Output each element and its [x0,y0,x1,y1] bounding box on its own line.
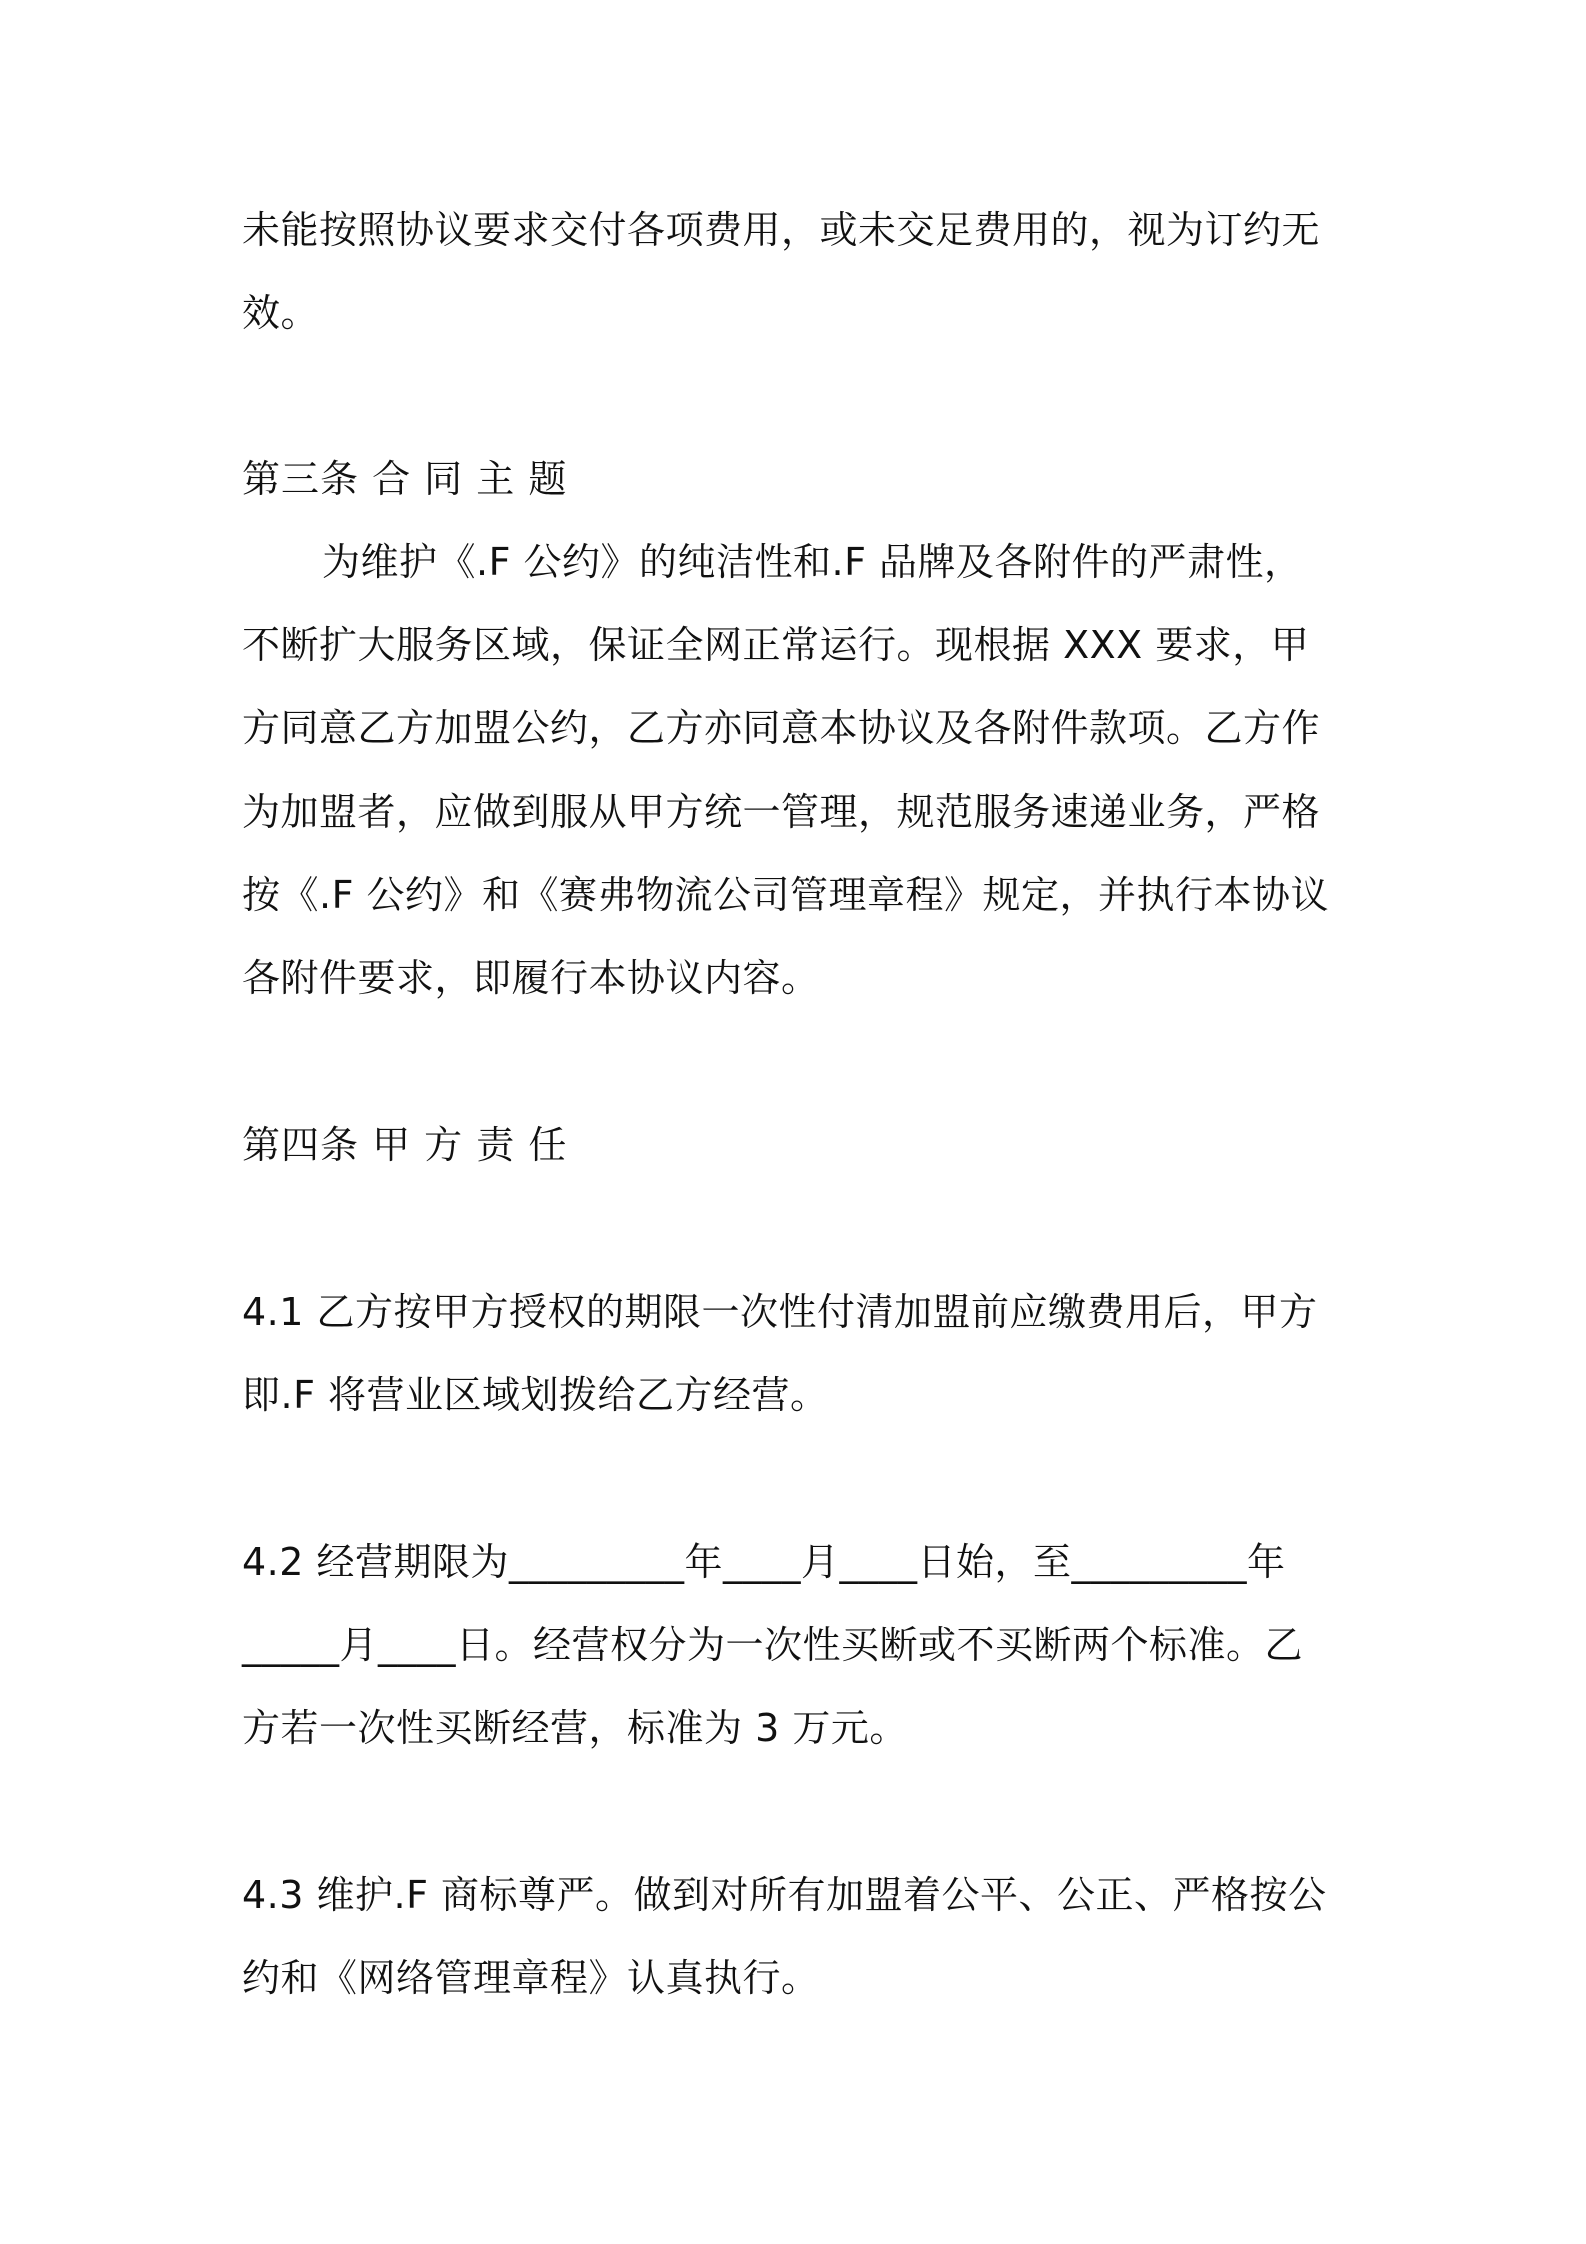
article-3-line-6: 各附件要求，即履行本协议内容。 [242,956,820,1000]
carryover-line-1: 未能按照协议要求交付各项费用，或未交足费用的，视为订约无 [242,208,1321,252]
clause-4-2-line-2: _____月____日。经营权分为一次性买断或不买断两个标准。乙 [242,1623,1304,1667]
clause-4-2-line-1: 4.2 经营期限为_________年____月____日始，至_________年 [242,1540,1286,1584]
article-4-heading: 第四条 甲 方 责 任 [242,1123,568,1167]
clause-4-1-line-1: 4.1 乙方按甲方授权的期限一次性付清加盟前应缴费用后，甲方 [242,1290,1318,1334]
article-3-line-1: 为维护《.F 公约》的纯洁性和.F 品牌及各附件的严肃性， [322,540,1303,584]
article-3-heading: 第三条 合 同 主 题 [242,457,568,501]
clause-4-1-line-2: 即.F 将营业区域划拨给乙方经营。 [242,1373,829,1417]
article-3-line-3: 方同意乙方加盟公约，乙方亦同意本协议及各附件款项。乙方作 [242,706,1321,750]
article-3-line-4: 为加盟者，应做到服从甲方统一管理，规范服务速递业务，严格 [242,790,1321,834]
clause-4-2-line-3: 方若一次性买断经营，标准为 3 万元。 [242,1706,908,1750]
clause-4-3-line-2: 约和《网络管理章程》认真执行。 [242,1956,820,2000]
clause-4-3-line-1: 4.3 维护.F 商标尊严。做到对所有加盟着公平、公正、严格按公 [242,1873,1327,1917]
article-3-line-5: 按《.F 公约》和《赛弗物流公司管理章程》规定，并执行本协议 [242,873,1330,917]
article-3-line-2: 不断扩大服务区域，保证全网正常运行。现根据 XXX 要求，甲 [242,623,1310,667]
carryover-line-2: 效。 [242,291,320,335]
